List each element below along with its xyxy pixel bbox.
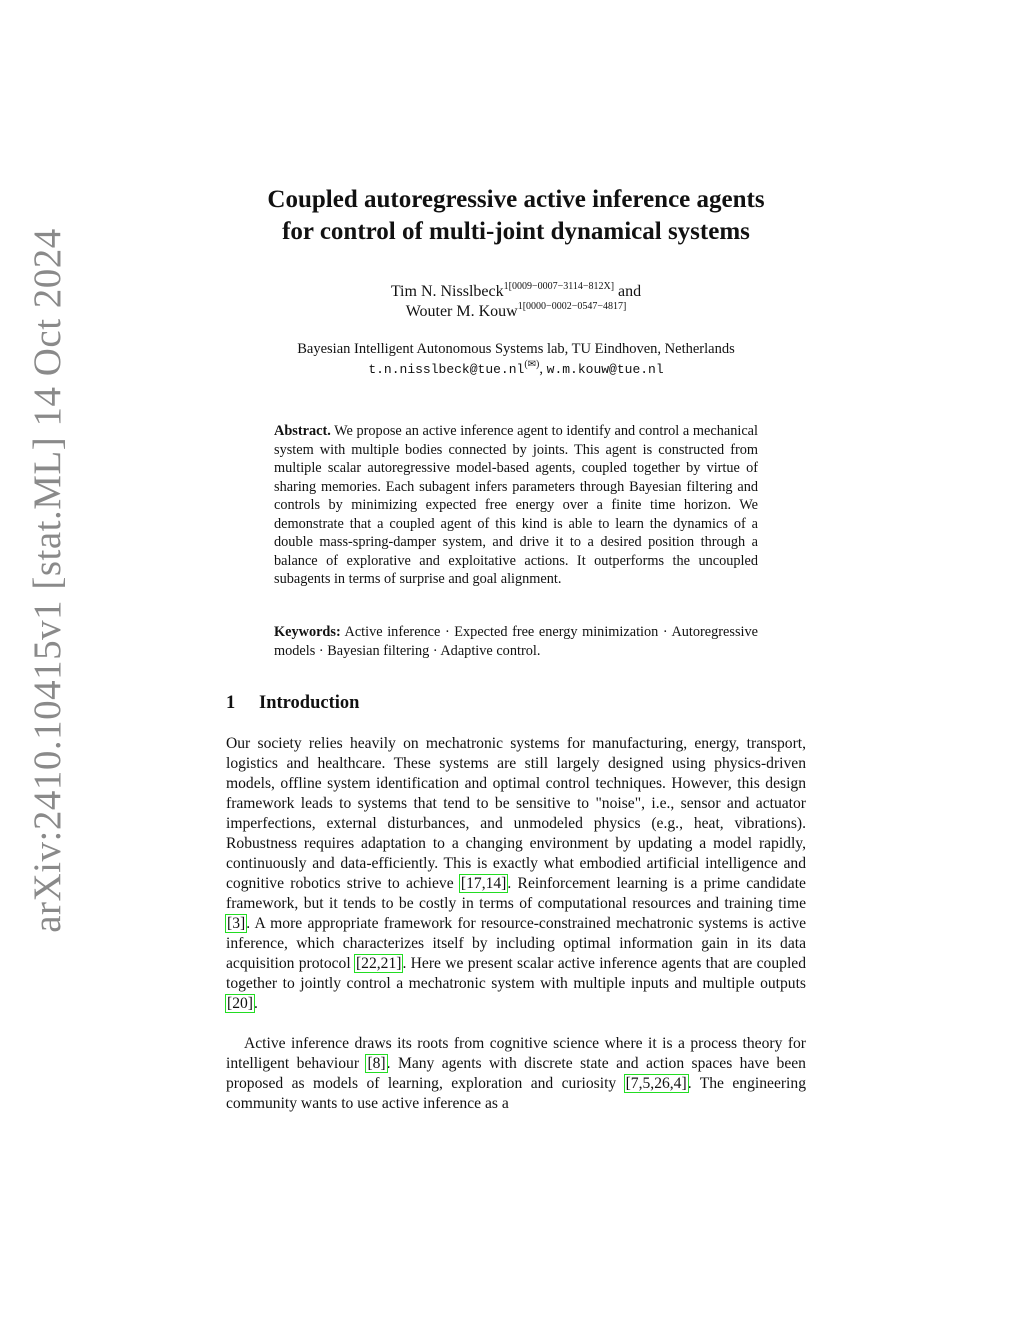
email-2[interactable]: w.m.kouw@tue.nl — [546, 362, 664, 377]
abstract-text: We propose an active inference agent to identify and control a mechanical system with multiple bodies connected by joints. This agent is constructed from multiple scalar autoregressive model-based agents, coupled together by virtue of sharing memories. Each subagent infers parameters through Bayesian filtering and controls by minimizing expected free energy over a finite time horizon. We demonstrate that a coupled agent of this kind is able to learn the dynamics of a double mass-spring-damper system, and drive it to a desired position through a balance of explorative and exploitative actions. It outperforms the uncoupled subagents in terms of surprise and goal alignment. — [274, 423, 758, 587]
keywords-label: Keywords: — [274, 624, 341, 640]
email-separator: , — [539, 361, 547, 377]
author-2-name: Wouter M. Kouw — [405, 303, 518, 320]
para2-text-1: Active inference draws its roots from cognitive science where it is a process theory for intelligent behaviour — [226, 1035, 806, 1072]
citation-link[interactable]: [8] — [367, 1055, 386, 1072]
para2-text-3: . The engineering community wants to use active inference as a — [226, 1075, 806, 1112]
author-list — [180, 282, 852, 322]
arxiv-identifier-text: arXiv:2410.10415v1 [stat.ML] 14 Oct 2024 — [25, 227, 69, 933]
abstract — [274, 422, 758, 589]
title-line-1: Coupled autoregressive active inference agents — [267, 186, 765, 213]
intro-paragraph-2 — [226, 1034, 806, 1114]
citation-link[interactable]: [20] — [227, 995, 253, 1012]
email-1[interactable]: t.n.nisslbeck@tue.nl — [368, 362, 525, 377]
paper-title — [180, 184, 852, 248]
section-heading-introduction — [226, 691, 359, 715]
para1-text-3: . A more appropriate framework for resource-constrained mechatronic systems is active inference, which characterizes itself by including optimal information gain in its data acquisition protocol — [226, 915, 806, 972]
citation-link[interactable]: [7,5,26,4] — [625, 1075, 687, 1092]
title-line-2: for control of multi-joint dynamical systems — [282, 218, 750, 245]
corresponding-author-mark: (✉) — [524, 359, 540, 370]
author-2-orcid: 1[0000−0002−0547−4817] — [517, 301, 627, 312]
para1-text-4: . Here we present scalar active inference agents that are coupled together to jointly control a mechatronic system with multiple inputs and multiple outputs — [226, 955, 806, 992]
section-title: Introduction — [259, 693, 360, 713]
citation-link[interactable]: [17,14] — [460, 875, 507, 892]
author-1-name: Tim N. Nisslbeck — [390, 283, 504, 300]
section-number: 1 — [226, 693, 236, 713]
author-1-orcid: 1[0009−0007−3114−812X] — [503, 281, 615, 292]
para1-text-5: . — [253, 995, 258, 1012]
keywords-text: Active inference · Expected free energy minimization · Autoregressive models · Bayesian filtering · Adaptive control. — [274, 624, 758, 659]
arxiv-identifier-stamp — [18, 190, 76, 970]
intro-paragraph-1 — [226, 734, 806, 1014]
para1-text-2: . Reinforcement learning is a prime candidate framework, but it tends to be costly in terms of computational resources and training time — [226, 875, 806, 912]
keywords — [274, 623, 758, 660]
author-conjunction: and — [614, 283, 642, 300]
citation-link[interactable]: [3] — [227, 915, 246, 932]
affiliation-text: Bayesian Intelligent Autonomous Systems lab, TU Eindhoven, Netherlands — [297, 341, 735, 357]
abstract-label: Abstract. — [274, 423, 331, 439]
para1-text-1: Our society relies heavily on mechatronic systems for manufacturing, energy, transport, logistics and healthcare. These systems are still largely designed using physics-driven models, offline system identification and optimal control techniques. However, this design framework leads to systems that tend to be sensitive to "noise", i.e., sensor and actuator imperfections, external disturbances, and unmodeled physics (e.g., heat, vibrations). Robustness requires adaptation to a changing environment by updating a model rapidly, continuously and data-efficiently. This is exactly what embodied artificial intelligence and cognitive robotics strive to achieve — [226, 735, 806, 892]
para2-text-2: . Many agents with discrete state and action spaces have been proposed as models of learning, exploration and curiosity — [226, 1055, 806, 1092]
citation-link[interactable]: [22,21] — [355, 955, 402, 972]
affiliation-block — [180, 339, 852, 380]
